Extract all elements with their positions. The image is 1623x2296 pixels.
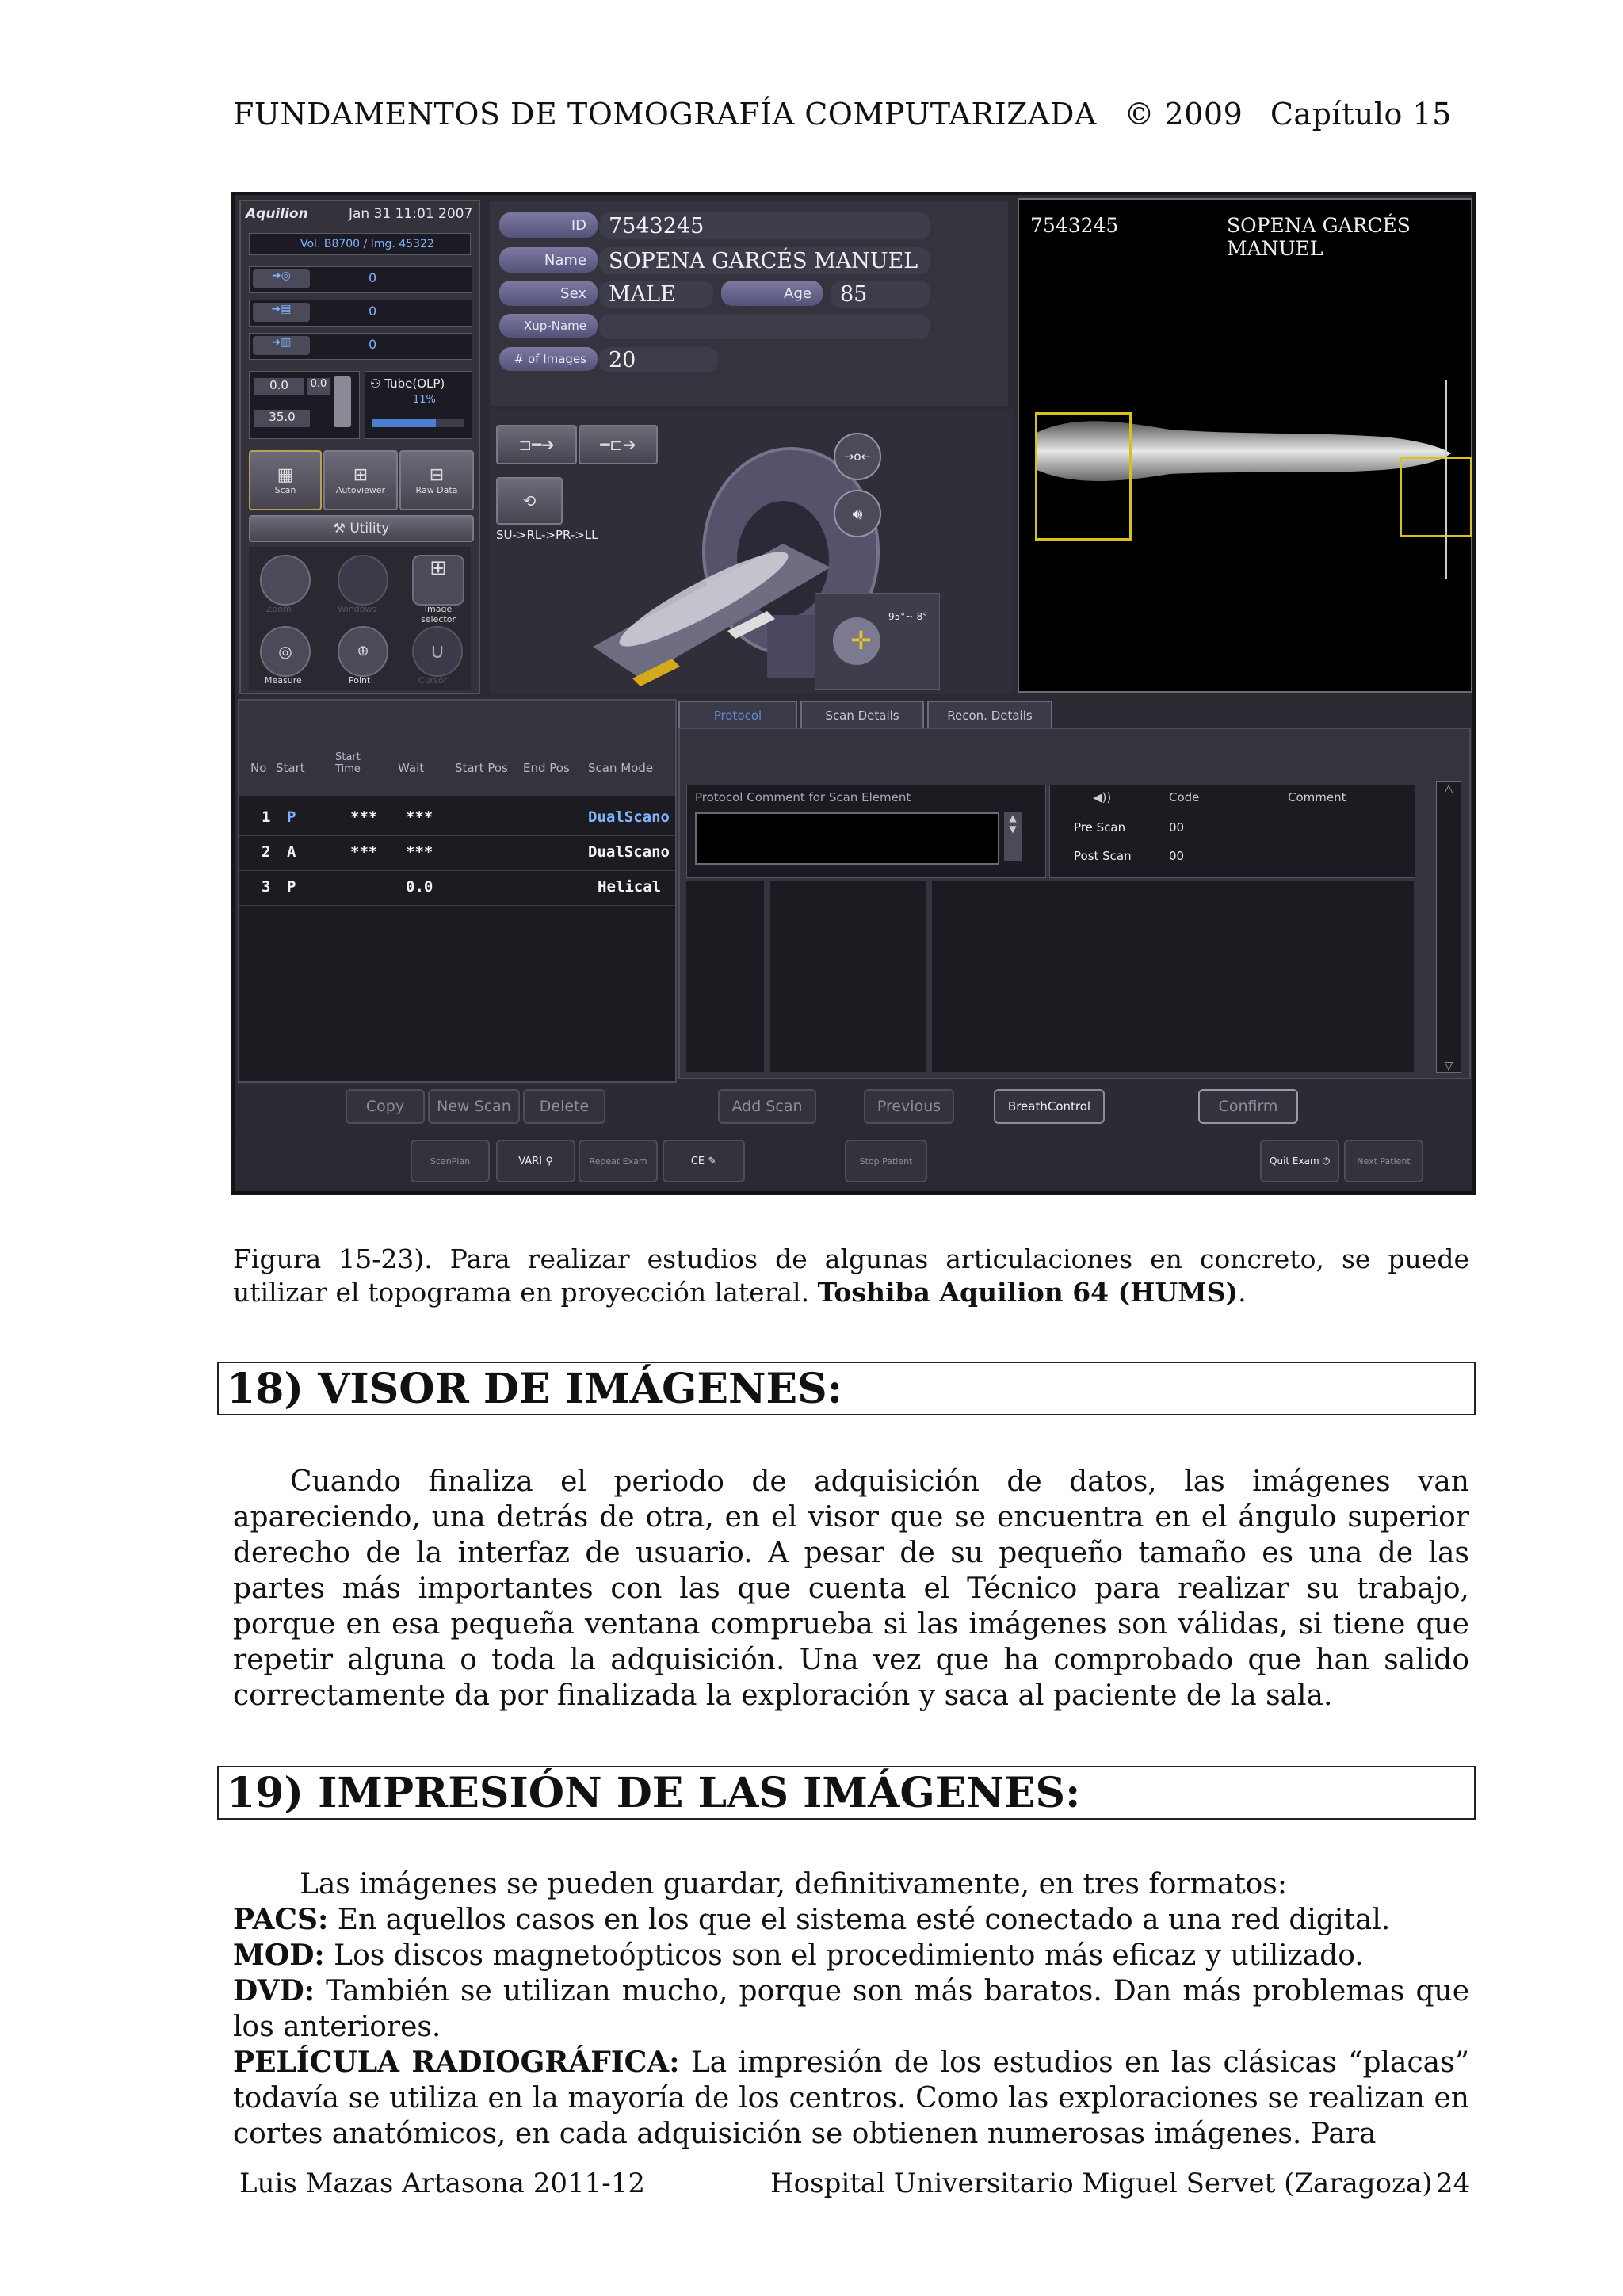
tab-scan-details[interactable]: Scan Details (800, 701, 924, 731)
roi-box-left[interactable] (1035, 412, 1132, 541)
roi-box-right[interactable] (1400, 457, 1472, 537)
position-rotate-button[interactable]: ⟲ (496, 477, 563, 525)
arrow-icon[interactable]: ➜▥ (253, 336, 310, 355)
format-item-film: PELÍCULA RADIOGRÁFICA: La impresión de los estudios en las clásicas “placas” todavía se utiliza en la mayoría de los centros. Como las exploraciones se realizan en cortes anatómicos, en cada adquisición se obtienen numerosas imágenes. Para (233, 2046, 1469, 2150)
utility-tools: Zoom Windows ⊞ Image selector ◎ Measure ⊕ Point ∪ Cursor (249, 547, 471, 690)
section-19-body (233, 1866, 1469, 2152)
measure-icon[interactable]: ◎ (260, 626, 311, 677)
page-number: 24 (1436, 2168, 1471, 2199)
center-align-icon[interactable]: →o← (834, 433, 881, 480)
tool-panel (239, 200, 480, 694)
slider[interactable] (334, 376, 351, 427)
counter-1: 0 (369, 270, 377, 285)
protocol-comment-label: Protocol Comment for Scan Element (695, 790, 911, 804)
protocol-panel (678, 728, 1471, 1079)
header-title: FUNDAMENTOS DE TOMOGRAFÍA COMPUTARIZADA (233, 97, 1097, 132)
image-selector-icon[interactable]: ⊞ (412, 555, 464, 606)
aquilion-logo: Aquilion (246, 206, 308, 222)
empty-panel (686, 881, 764, 1072)
counter-row-2 (249, 300, 472, 327)
scan-icon: ▦ (277, 465, 294, 485)
repeat-exam-button[interactable]: Repeat Exam (579, 1140, 658, 1182)
scan-list (238, 699, 677, 1083)
windows-icon[interactable] (338, 555, 388, 606)
arrow-icon[interactable]: ➜◎ (253, 269, 310, 288)
tilt-angle: 95°~-8° (888, 611, 928, 622)
new-scan-button[interactable]: New Scan (428, 1089, 520, 1124)
counter-row-3 (249, 333, 472, 360)
position-sequence: SU->RL->PR->LL (496, 528, 598, 542)
datetime: Jan 31 11:01 2007 (349, 206, 473, 222)
raw-data-button[interactable]: ⊟ Raw Data (399, 450, 474, 510)
patient-age-field[interactable]: 85 (831, 281, 930, 308)
vari-button[interactable]: VARI ⚲ (496, 1140, 575, 1182)
speaker-icon[interactable]: 🔊︎ (834, 490, 881, 537)
viewer-patient-id: 7543245 (1030, 214, 1119, 237)
ruler (1445, 380, 1447, 579)
confirm-button[interactable]: Confirm (1198, 1089, 1298, 1124)
empty-panel (770, 881, 926, 1072)
patient-info-panel (490, 201, 1008, 406)
tools-icon: ⚒ (333, 521, 350, 537)
figure-caption: Figura 15-23). Para realizar estudios de algunas articulaciones en concreto, se puede utilizar el topograma en proyección lateral. Toshiba Aquilion 64 (HUMS). (233, 1244, 1469, 1308)
scrollbar[interactable] (1436, 781, 1461, 1073)
power-icon: ⏻ (1322, 1155, 1330, 1167)
viewer-patient-name: SOPENA GARCÉS MANUEL (1227, 214, 1411, 260)
cursor-icon[interactable]: ∪ (412, 626, 463, 677)
counter-row-1 (249, 266, 472, 293)
image-viewer[interactable] (1018, 198, 1472, 693)
table-row[interactable]: 3 P 0.0 Helical (239, 870, 675, 906)
quit-exam-button[interactable]: Quit Exam ⏻ (1260, 1140, 1339, 1182)
sex-label: Sex (499, 281, 598, 306)
ce-button[interactable]: CE ✎ (663, 1140, 745, 1182)
syringe-icon: ✎ (708, 1155, 717, 1167)
scan-position-panel (490, 409, 1013, 694)
utility-button[interactable]: ⚒ Utility (249, 515, 474, 542)
tab-protocol[interactable]: Protocol (678, 701, 797, 731)
ct-console-screenshot (231, 192, 1476, 1195)
images-count-field[interactable]: 20 (599, 347, 718, 372)
format-item-pacs: PACS: En aquellos casos en los que el sistema esté conectado a una red digital. (233, 1903, 1391, 1936)
format-item-dvd: DVD: También se utilizan mucho, porque son más baratos. Dan más problemas que los anteriores. (233, 1974, 1469, 2043)
add-scan-button[interactable]: Add Scan (718, 1089, 816, 1124)
volume-image-readout: Vol. B8700 / Img. 45322 (249, 233, 471, 255)
id-label: ID (499, 212, 598, 238)
xup-name-field[interactable] (599, 314, 930, 339)
caption-text: Figura 15-23). Para realizar estudios de algunas articulaciones en concreto, se puede utilizar el topograma en proyección lateral. (233, 1244, 1469, 1308)
tilt-cross-icon: ✛ (850, 625, 872, 655)
header-chapter: Capítulo 15 (1270, 97, 1452, 132)
zoom-icon[interactable] (260, 555, 311, 606)
tube-sub: 11% (413, 394, 436, 406)
voice-table: ◀)) Code Comment Pre Scan 00 Post Scan 00 (1049, 785, 1415, 878)
table-row[interactable]: 1 P *** *** DualScano (239, 800, 675, 836)
section-19-title: 19) IMPRESIÓN DE LAS IMÁGENES: (217, 1766, 1476, 1820)
pre-scan-code[interactable]: 00 (1169, 820, 1185, 835)
scan-button[interactable]: ▦ Scan (249, 450, 322, 510)
name-label: Name (499, 247, 598, 273)
magnify-icon: ⚲ (545, 1155, 553, 1167)
tube-status (365, 371, 472, 439)
empty-panel (932, 881, 1414, 1072)
section-19-intro: Las imágenes se pueden guardar, definitivamente, en tres formatos: (300, 1868, 1287, 1901)
header-copyright: © 2009 (1124, 97, 1243, 132)
scan-plan-button[interactable]: ScanPlan (411, 1140, 490, 1182)
section-18-title: 18) VISOR DE IMÁGENES: (217, 1362, 1476, 1415)
stop-patient-button[interactable]: Stop Patient (845, 1140, 927, 1182)
footer-hospital: Hospital Universitario Miguel Servet (Zaragoza) (770, 2168, 1433, 2199)
footer-author: Luis Mazas Artasona 2011-12 (239, 2168, 646, 2199)
voice-icon: ◀)) (1093, 790, 1112, 804)
next-patient-button[interactable]: Next Patient (1344, 1140, 1423, 1182)
page-header (233, 97, 1469, 132)
autoviewer-button[interactable]: ⊞ Autoviewer (323, 450, 398, 510)
age-label: Age (721, 281, 823, 306)
figure-rule (231, 1191, 1472, 1194)
patient-id-field[interactable]: 7543245 (599, 212, 930, 239)
gantry-tilt-control[interactable] (815, 593, 940, 690)
patient-name-field[interactable]: SOPENA GARCÉS MANUEL (599, 247, 930, 274)
tube-bar (372, 419, 464, 427)
counter-2: 0 (369, 304, 377, 319)
scroll-arrows[interactable]: ▲ ▼ (1004, 812, 1022, 861)
copy-button[interactable]: Copy (346, 1089, 425, 1124)
exam-toolbar (235, 1130, 1472, 1192)
protocol-comment-field[interactable] (695, 812, 999, 865)
table-row[interactable]: 2 A *** *** DualScano (239, 835, 675, 871)
section-18-paragraph: Cuando finaliza el periodo de adquisición de datos, las imágenes van apareciendo, una detrás de otra, en el visor que se encuentra en el ángulo superior derecho de la interfaz de usuario. A pesar de su pequeño tamaño es una de las partes más importantes con las que cuenta el Técnico para realizar su trabajo, porque en esa pequeña ventana comprueba si las imágenes son válidas, si tiene que repetir alguna o toda la adquisición. Una vez que ha comprobado que han salido correctamente da por finalizada la exploración y saca al paciente de la sala. (233, 1465, 1469, 1712)
patient-sex-field[interactable]: MALE (599, 281, 713, 308)
format-item-mod: MOD: Los discos magnetoópticos son el procedimiento más eficaz y utilizado. (233, 1939, 1364, 1972)
tube-label: ⚇ Tube(OLP) (370, 376, 445, 391)
delete-button[interactable]: Delete (523, 1089, 605, 1124)
grid-icon: ⊞ (353, 465, 369, 485)
table-header: No Start Start Time Wait Start Pos End Pos Scan Mode (239, 701, 675, 796)
previous-button[interactable]: Previous (864, 1089, 954, 1124)
protocol-comment-box (686, 785, 1046, 878)
caption-bold: Toshiba Aquilion 64 (HUMS) (817, 1277, 1239, 1308)
point-icon[interactable]: ⊕ (338, 626, 388, 677)
scroll-down-icon: ▽ (1444, 1060, 1453, 1072)
post-scan-code[interactable]: 00 (1169, 849, 1185, 863)
images-label: # of Images (499, 347, 598, 371)
head-first-button[interactable]: ⊐━➔ (496, 425, 577, 464)
raw-data-icon: ⊟ (429, 465, 445, 485)
feet-first-button[interactable]: ━⊏➔ (579, 425, 658, 464)
counter-3: 0 (369, 337, 377, 352)
xup-name-label: Xup-Name (499, 314, 598, 338)
tab-recon-details[interactable]: Recon. Details (927, 701, 1052, 731)
breath-control-button[interactable]: BreathControl (994, 1089, 1105, 1124)
arrow-icon[interactable]: ➜▤ (253, 303, 310, 322)
dose-readout: 0.0 0.0 35.0 (249, 371, 360, 439)
scroll-up-icon: △ (1444, 782, 1453, 795)
